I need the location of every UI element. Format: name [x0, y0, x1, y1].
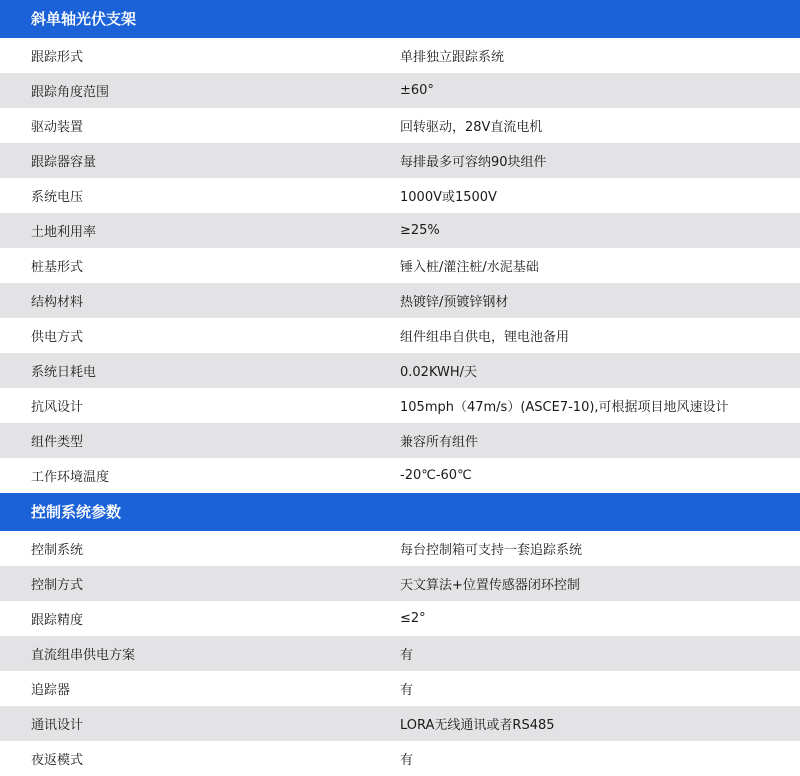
row-value: ≥25%	[400, 223, 440, 238]
table-row	[0, 73, 800, 108]
row-label: 直流组串供电方案	[31, 648, 136, 663]
row-value: 0.02KWH/天	[400, 365, 478, 380]
row-label: 系统电压	[31, 190, 84, 205]
row-label: 夜返模式	[31, 753, 84, 768]
row-label: 组件类型	[31, 435, 84, 450]
row-label: 控制系统	[31, 543, 84, 558]
section-header-mount: 斜单轴光伏支架	[0, 0, 800, 38]
table-row	[0, 318, 800, 353]
table-row	[0, 108, 800, 143]
table-row	[0, 601, 800, 636]
row-value: 每排最多可容纳90块组件	[400, 155, 547, 170]
row-label: 跟踪形式	[31, 50, 84, 65]
row-value: 兼容所有组件	[400, 435, 479, 450]
table-row	[0, 741, 800, 776]
table-row	[0, 388, 800, 423]
row-value: 天文算法+位置传感器闭环控制	[400, 578, 580, 593]
table-row	[0, 531, 800, 566]
row-value: 有	[400, 683, 414, 698]
row-value: 组件组串自供电，锂电池备用	[400, 330, 570, 345]
table-row	[0, 423, 800, 458]
table-row	[0, 283, 800, 318]
table-row	[0, 706, 800, 741]
table-row	[0, 671, 800, 706]
table-row	[0, 248, 800, 283]
row-value: LORA无线通讯或者RS485	[400, 718, 555, 733]
row-label: 供电方式	[31, 330, 84, 345]
row-label: 驱动装置	[31, 120, 84, 135]
row-label: 跟踪角度范围	[31, 85, 110, 100]
table-row	[0, 353, 800, 388]
row-value: 单排独立跟踪系统	[400, 50, 505, 65]
table-row	[0, 566, 800, 601]
row-label: 系统日耗电	[31, 365, 97, 380]
row-value: 回转驱动，28V直流电机	[400, 120, 543, 135]
table-row	[0, 38, 800, 73]
row-value: 有	[400, 648, 414, 663]
row-value: 热镀锌/预镀锌钢材	[400, 295, 509, 310]
row-label: 结构材料	[31, 295, 84, 310]
table-row	[0, 213, 800, 248]
row-label: 追踪器	[31, 683, 71, 698]
table-row	[0, 636, 800, 671]
table-row	[0, 458, 800, 493]
row-label: 工作环境温度	[31, 470, 110, 485]
row-value: 105mph（47m/s）(ASCE7-10),可根据项目地风速设计	[400, 400, 729, 415]
row-value: ±60°	[400, 83, 434, 98]
row-label: 通讯设计	[31, 718, 84, 733]
row-value: 每台控制箱可支持一套追踪系统	[400, 543, 583, 558]
row-value: 1000V或1500V	[400, 190, 497, 205]
table-row	[0, 143, 800, 178]
row-label: 土地利用率	[31, 225, 97, 240]
row-value: ≤2°	[400, 611, 426, 626]
row-value: 有	[400, 753, 414, 768]
row-label: 跟踪器容量	[31, 155, 97, 170]
row-label: 跟踪精度	[31, 613, 84, 628]
section-header-control: 控制系统参数	[0, 493, 800, 531]
row-label: 桩基形式	[31, 260, 84, 275]
row-value: -20℃-60℃	[400, 468, 472, 483]
row-label: 抗风设计	[31, 400, 84, 415]
table-row	[0, 178, 800, 213]
row-value: 锤入桩/灌注桩/水泥基础	[400, 260, 539, 275]
row-label: 控制方式	[31, 578, 84, 593]
